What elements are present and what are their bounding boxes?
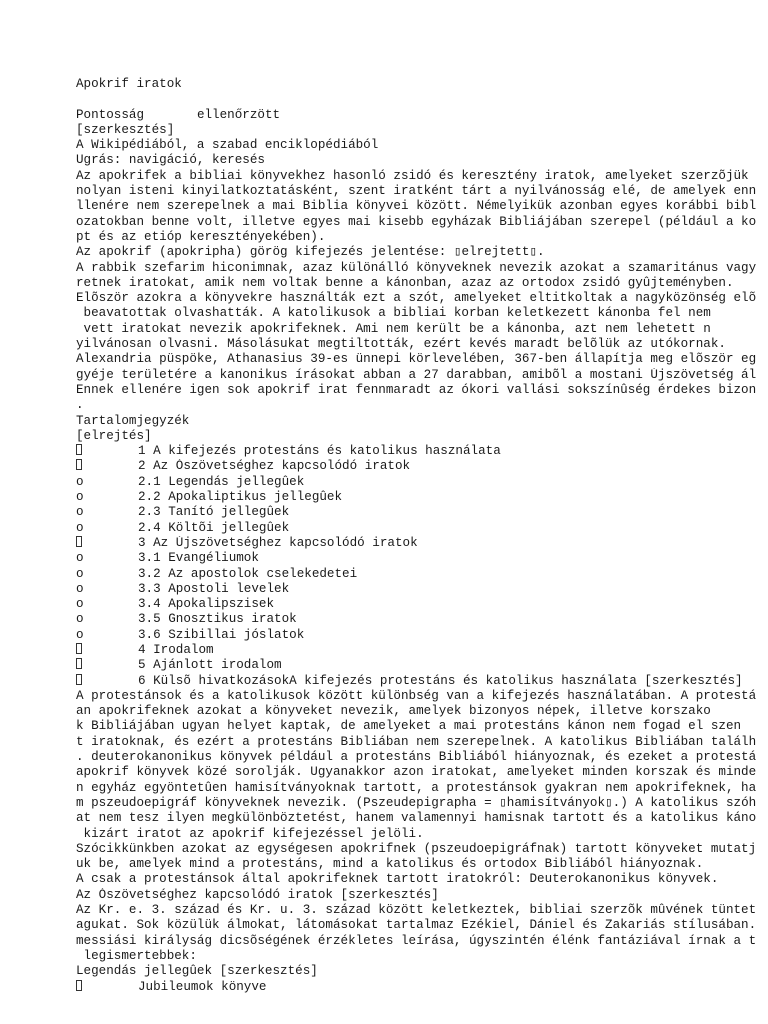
toc-item[interactable] xyxy=(76,597,768,612)
toc-heading: Tartalomjegyzék xyxy=(76,413,190,428)
toc-item-label: 3.2 Az apostolok cselekedetei xyxy=(138,566,358,581)
toc-item-label: 3.6 Szibillai jóslatok xyxy=(138,627,305,642)
list-item-jubileumok xyxy=(76,980,768,995)
toc-item[interactable] xyxy=(76,505,768,520)
toc-item[interactable] xyxy=(76,674,768,689)
toc-item-label: 2.2 Apokaliptikus jellegûek xyxy=(138,490,343,505)
text-line: Elõször azokra a könyvekre használták ezt a szót, amelyeket eltitkoltak a nagyközönség elõ xyxy=(76,291,757,306)
toc-item-label: 4 Irodalom xyxy=(138,642,214,657)
toc-item[interactable] xyxy=(76,536,768,551)
page-title: Apokrif iratok xyxy=(76,77,182,91)
text-line: Az apokrif (apokripha) görög kifejezés jelentése: ▯elrejtett▯. xyxy=(76,245,545,260)
toc-item-label: 3 Az Újszövetséghez kapcsolódó iratok xyxy=(138,535,418,550)
text-line: Legendás jellegûek [szerkesztés] xyxy=(76,964,318,979)
circle-bullet-icon: o xyxy=(76,597,84,612)
circle-bullet-icon: o xyxy=(76,627,84,642)
text-line: kizárt iratot az apokrif kifejezéssel jelöli. xyxy=(76,826,424,841)
text-line: llenére nem szerepelnek a mai Biblia könyvei között. Némelyikük azonban egyes korábbi bibl xyxy=(76,199,757,214)
toc-item[interactable] xyxy=(76,551,768,566)
text-line: legismertebbek: xyxy=(76,948,197,963)
circle-bullet-icon: o xyxy=(76,474,84,489)
toc-item-label: 1 A kifejezés protestáns és katolikus használata xyxy=(138,444,501,459)
toc-toggle[interactable]: [elrejtés] xyxy=(76,428,152,443)
text-line: nolyan isteni kinyilatkoztatásként, szent iratként tárt a nyilvánosság elé, de amelyek enn xyxy=(76,184,757,199)
toc-item[interactable] xyxy=(76,459,768,474)
text-line: A csak a protestánsok által apokrifeknek tartott iratokról: Deuterokanonikus könyvek. xyxy=(76,872,719,887)
toc-item-label: 2.1 Legendás jellegûek xyxy=(138,474,305,489)
text-line: A protestánsok és a katolikusok között különbség van a kifejezés használatában. A protestá xyxy=(76,688,757,703)
circle-bullet-icon: o xyxy=(76,581,84,596)
circle-bullet-icon: o xyxy=(76,490,84,505)
toc-item[interactable] xyxy=(76,475,768,490)
text-line: Ennek ellenére igen sok apokrif irat fennmaradt az ókori vallási sokszínûség érdekes bizon xyxy=(76,382,757,397)
text-line: yilvánosan olvasni. Másolásukat megtiltották, ezért kevés maradt belõlük az utókornak. xyxy=(76,337,726,352)
toc-item[interactable] xyxy=(76,444,768,459)
text-line: beavatottak olvashatták. A katolikusok a bibliai korban keletkezett kánonba fel nem xyxy=(76,306,711,321)
toc-item-label: 3.1 Evangéliumok xyxy=(138,551,259,566)
spacer xyxy=(76,92,768,107)
text-line: Szócikkünkben azokat az egységesen apokrifnek (pszeudoepigráfnak) tartott könyveket mutatj xyxy=(76,841,757,856)
text-line: agukat. Sok közülük álmokat, látomásokat tartalmaz Ezékiel, Dániel és Zakariás stílusában. xyxy=(76,918,757,933)
square-bullet-icon xyxy=(76,674,138,689)
text-line: gyéje területére a kanonikus írásokat abban a 27 darabban, amibõl a mostani Újszövetség ál xyxy=(76,367,757,382)
toc-item[interactable] xyxy=(76,612,768,627)
text-line: A rabbik szefarim hiconimnak, azaz különálló könyveknek nevezik azokat a szamaritánus vagy xyxy=(76,260,757,275)
circle-bullet-icon: o xyxy=(76,566,84,581)
toc-item[interactable] xyxy=(76,582,768,597)
square-bullet-icon xyxy=(76,643,138,658)
toc-item[interactable] xyxy=(76,567,768,582)
text-line: vett iratokat nevezik apokrifeknek. Ami nem került be a kánonba, azt nem lehetett n xyxy=(76,321,711,336)
body-section xyxy=(76,689,768,980)
toc-item[interactable] xyxy=(76,521,768,536)
toc-item-label: 2.3 Tanító jellegûek xyxy=(138,505,290,520)
text-line: . deuterokanonikus könyvek például a protestáns Bibliából hiányoznak, és ezeket a protestá xyxy=(76,750,757,765)
toc-item-label: 3.5 Gnosztikus iratok xyxy=(138,612,297,627)
text-line: A Wikipédiából, a szabad enciklopédiából xyxy=(76,138,379,153)
text-line: k Bibliájában ugyan helyet kaptak, de amelyeket a mai protestáns kánon nem fogad el szen xyxy=(76,719,742,734)
square-bullet-icon xyxy=(76,444,138,459)
circle-bullet-icon: o xyxy=(76,505,84,520)
text-line: retnek iratokat, amik nem voltak benne a kánonban, azaz az ortodox zsidó gyûjteményben. xyxy=(76,275,734,290)
document-page xyxy=(76,77,768,995)
toc-item[interactable] xyxy=(76,643,768,658)
toc-item-label: 3.3 Apostoli levelek xyxy=(138,581,290,596)
toc-list xyxy=(76,444,768,689)
text-line: Az Kr. e. 3. század és Kr. u. 3. század között keletkeztek, bibliai szerzõk mûvének tüntet xyxy=(76,903,757,918)
text-line: pt és az etióp keresztényekében). xyxy=(76,229,326,244)
toc-item-label: 6 Külsõ hivatkozásokA kifejezés protestáns és katolikus használata [szerkesztés] xyxy=(138,673,743,688)
list-item-text: Jubileumok könyve xyxy=(138,979,267,994)
text-line: uk be, amelyek mind a protestáns, mind a katolikus és ortodox Bibliából hiányoznak. xyxy=(76,857,704,872)
text-line: m pszeudoepigráf könyveknek nevezik. (Pszeudepigrapha = ▯hamisítványok▯.) A katolikus szóh xyxy=(76,795,757,810)
toc-item-label: 2 Az Ószövetséghez kapcsolódó iratok xyxy=(138,459,411,474)
circle-bullet-icon: o xyxy=(76,612,84,627)
text-line: apokrif könyvek közé sorolják. Ugyanakkor azon iratokat, amelyeket minden korszak és minde xyxy=(76,765,757,780)
square-bullet-icon xyxy=(76,658,138,673)
text-line: Az Ószövetséghez kapcsolódó iratok [szerkesztés] xyxy=(76,887,439,902)
square-bullet-icon xyxy=(76,536,138,551)
toc-item[interactable] xyxy=(76,658,768,673)
text-line: Alexandria püspöke, Athanasius 39-es ünnepi körlevelében, 367-ben állapítja meg elõször eg xyxy=(76,352,757,367)
text-line: . xyxy=(76,398,84,413)
toc-item[interactable] xyxy=(76,628,768,643)
circle-bullet-icon: o xyxy=(76,551,84,566)
text-line: n egyház egyöntetûen hamisítványoknak tartott, a protestánsok gyakran nem apokrifeknek, ha xyxy=(76,780,757,795)
text-line: an apokrifeknek azokat a könyveket nevezik, amelyek bizonyos népek, illetve korszako xyxy=(76,704,711,719)
circle-bullet-icon: o xyxy=(76,520,84,535)
text-line: at nem tesz ilyen megkülönböztetést, hanem valamennyi hamisnak tartott és a katolikus káno xyxy=(76,811,757,826)
edit-link[interactable]: [szerkesztés] xyxy=(76,122,175,137)
text-line: messiási királyság dicsõségének érzékletes leírása, úgyszintén élénk fantáziával írnak a t xyxy=(76,933,757,948)
toc-item[interactable] xyxy=(76,490,768,505)
toc-item-label: 3.4 Apokalipszisek xyxy=(138,597,275,612)
toc-item-label: 5 Ajánlott irodalom xyxy=(138,658,282,673)
text-line: Az apokrifek a bibliai könyvekhez hasonló zsidó és keresztény iratok, amelyeket szerzõjük xyxy=(76,168,749,183)
precision-value: ellenőrzött xyxy=(196,107,281,122)
precision-row xyxy=(76,108,768,123)
square-bullet-icon xyxy=(76,980,138,995)
toc-item-label: 2.4 Költõi jellegûek xyxy=(138,520,290,535)
square-bullet-icon xyxy=(76,459,138,474)
text-line: t iratoknak, és ezért a protestáns Bibliában nem szerepelnek. A katolikus Bibliában találh xyxy=(76,734,757,749)
lead-section xyxy=(76,138,768,413)
text-line: ozatokban benne volt, illetve egyes mai kisebb egyházak Bibliájában szerepel (például a ko xyxy=(76,214,757,229)
text-line: Ugrás: navigáció, keresés xyxy=(76,153,265,168)
precision-label: Pontosság xyxy=(76,107,145,122)
